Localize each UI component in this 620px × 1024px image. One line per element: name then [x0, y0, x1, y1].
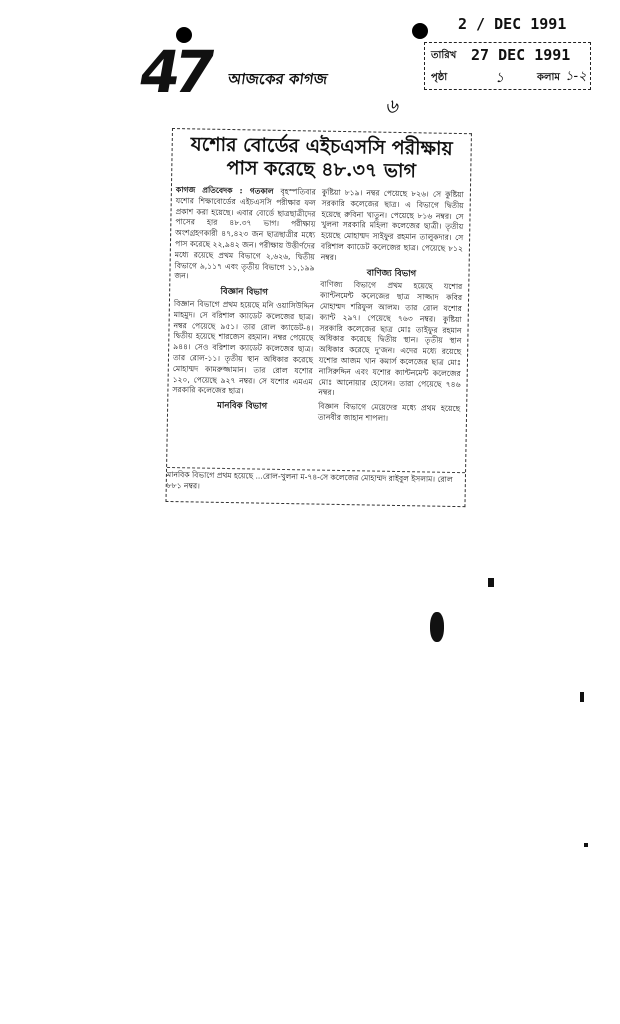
commerce-paragraph: বাণিজ্য বিভাগে প্রথম হয়েছে যশোর ক্যান্টনমেন্ট কলেজের ছাত্র সাজ্জাদ কবির মোহাম্মদ শরিফুল আলম। তার রোল যশোর ক্যান্ট ২৯৭। পেয়েছে ৭৬৩ নম্বর। কুষ্টিয়া সরকারি কলেজের ছাত্র মোঃ তাইফুর রহমান অধিকার করেছে দ্বিতীয় স্থান। তৃতীয় স্থান অধিকার করেছে দু'জন। এদের মধ্যে রয়েছে যশোর আজম খান কমার্স কলেজের ছাত্র মোঃ নাসিরুদ্দিন এবং যশোর ক্যান্টনমেন্ট কলেজের মোঃ আনোয়ার হোসেন। তারা পেয়েছে ৭৪৬ নম্বর। — [318, 279, 463, 398]
newspaper-name: আজকের কাগজ — [226, 70, 329, 88]
scan-speck — [580, 692, 584, 702]
newspaper-clipping — [165, 128, 471, 507]
commerce-heading: বাণিজ্য বিভাগ — [366, 268, 417, 279]
intro-paragraph: বৃহস্পতিবার যশোর শিক্ষাবোর্ডের এইচএসসি পরীক্ষার ফল প্রকাশ করা হয়েছে। এবার বোর্ডে ছাত্রছাত্রীদের পাসের হার ৪৮.৩৭ ভাগ। পরীক্ষায় অংশগ্রহণকারী ৪৭,৪২৩ জন ছাত্রছাত্রীর মধ্যে পাস করেছে ২২,৯৪২ জন। পরীক্ষায় উত্তীর্ণদের মধ্যে রয়েছে প্রথম বিভাগে ২,৬২৬, দ্বিতীয় বিভাগে ৯,১১৭ এবং তৃতীয় বিভাগে ১১,১৯৯ জন। — [174, 186, 316, 281]
science-paragraph: বিজ্ঞান বিভাগে প্রথম হয়েছে মনি ওয়াসিউদ্দিন মাহমুদ। সে বরিশাল ক্যাডেট কলেজের ছাত্র। নম্বর পেয়েছে ৯৫১। তার রোল ক্যাডেট-৪। দ্বিতীয় হয়েছে শারজেস রহমান। নম্বর পেয়েছে ৯৪৪। সেও বরিশাল ক্যাডেট কলেজের ছাত্র। তার রোল-১১। তৃতীয় স্থান অধিকার করেছে মোহাম্মদ কামরুজ্জামান। তার রোল যশোর ১২০, পেয়েছে ৯২৭ নম্বর। সে যশোর এমএম সরকারি কলেজের ছাত্র। — [172, 299, 314, 396]
humanities-paragraph: কুষ্টিয়া ৮১৯। নম্বর পেয়েছে ৮২৬। সে কুষ্টিয়া সরকারি কলেজের ছাত্র। এ বিভাগে দ্বিতীয় হয়েছে রুবিনা খাতুন। পেয়েছে ৮১৬ নম্বর। সে খুলনা সরকারি মহিলা কলেজের ছাত্রী। তৃতীয় হয়েছে মোহাম্মদ সাইফুর রহমান তালুকদার। সে বরিশাল ক্যাডেট কলেজের ছাত্র। পেয়েছে ৮১২ নম্বর। — [320, 187, 464, 262]
scan-speck — [430, 612, 444, 642]
science-heading: বিজ্ঞান বিভাগ — [220, 287, 268, 298]
punch-hole-right — [412, 23, 428, 39]
archive-stamp — [424, 42, 591, 90]
byline: কাগজ প্রতিবেদক : গতকাল — [175, 185, 274, 196]
girls-paragraph: বিজ্ঞান বিভাগে মেয়েদের মধ্যে প্রথম হয়েছে তানবীর জাহান শাপলা। — [317, 401, 461, 423]
headline-line-1: যশোর বোর্ডের এইচএসসি পরীক্ষায় — [190, 133, 453, 160]
humanities-heading: মানবিক বিভাগ — [217, 400, 268, 412]
date-stamp-top: 2 / DEC 1991 — [458, 15, 567, 33]
stamp-date-value: 27 DEC 1991 — [471, 46, 571, 64]
clipping-column-left — [172, 185, 316, 415]
handwritten-mark: ৬ — [383, 93, 400, 119]
page-number: 47 — [134, 38, 215, 106]
headline-line-2: পাস করেছে ৪৮.৩৭ ভাগ — [226, 156, 417, 183]
stamp-column-label: কলাম — [537, 72, 560, 83]
clipping-headline — [178, 133, 465, 184]
scan-speck — [488, 578, 494, 587]
scan-speck — [584, 843, 588, 847]
clipping-column-right — [318, 188, 464, 426]
stamp-date-label: তারিখ — [431, 50, 457, 61]
stamp-page-value: ১ — [495, 70, 505, 86]
stamp-column-value: ১-২ — [565, 69, 587, 84]
stamp-page-label: পৃষ্ঠা — [431, 72, 448, 83]
clipping-bottom-strip: মানবিক বিভাগে প্রথম হয়েছে ...রোল-খুলনা ম-৭৪-সে কলেজের মোহাম্মদ রাইবুল ইসলাম। রোল ৮৮১ নম্বর। — [167, 467, 465, 496]
